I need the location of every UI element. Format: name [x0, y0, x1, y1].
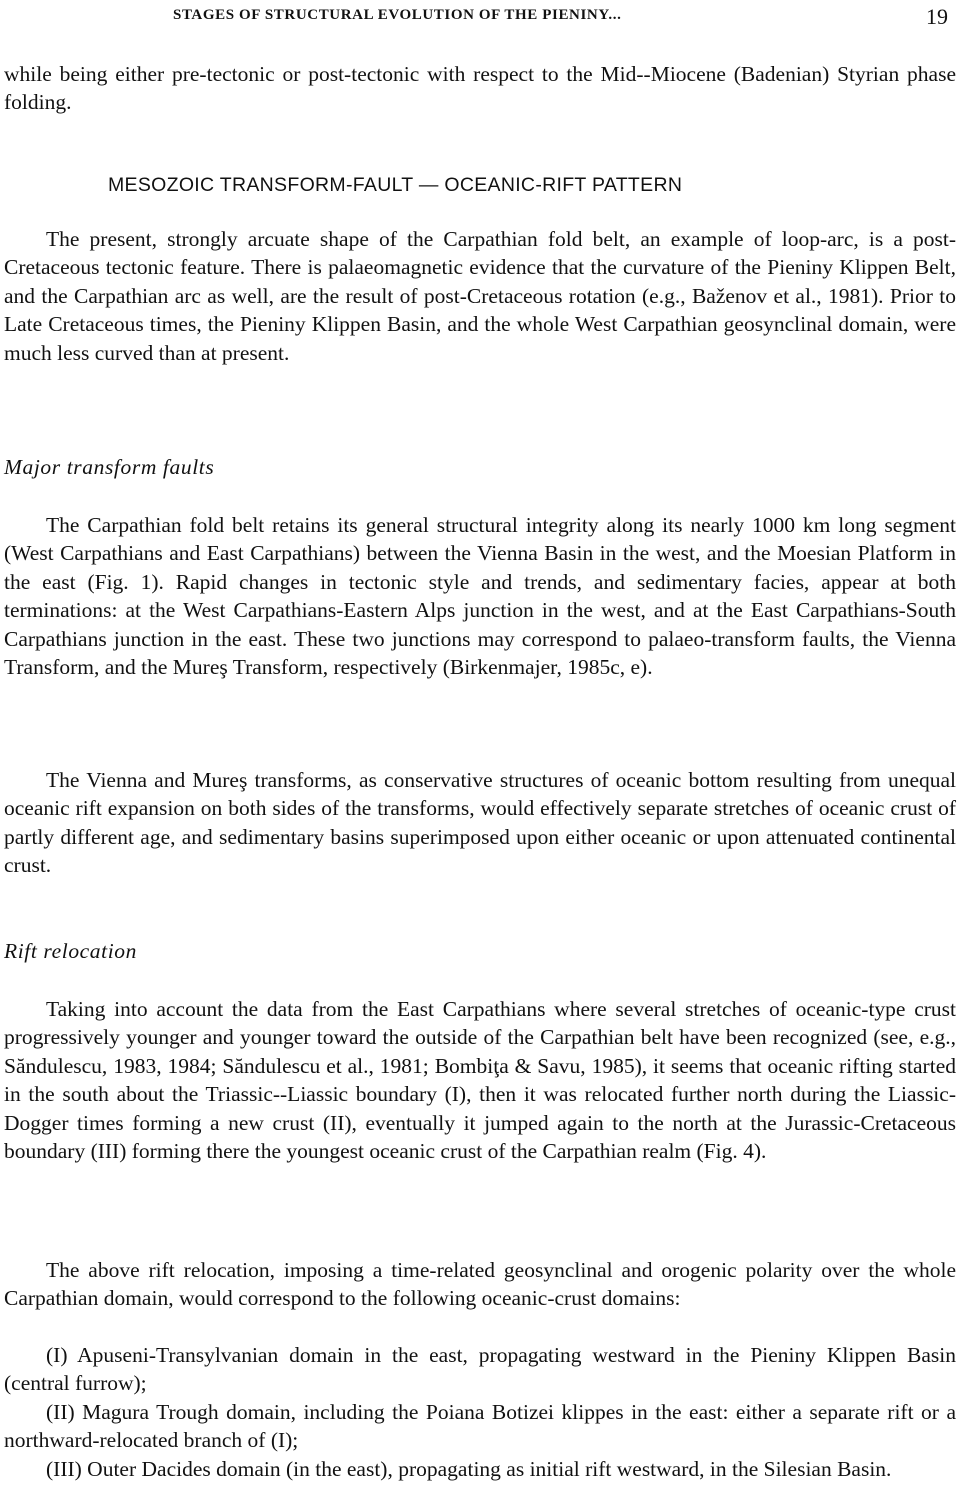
section-paragraph: The present, strongly arcuate shape of the Carpathian fold belt, an example of loop-arc, is a post-Cretaceous tectonic feature. There is palaeomagnetic evidence that the curvature of the Pieniny Klippen Belt, and the Carpathian arc as well, are the result of post-Cretaceous rotation (e.g., Baženov et al., 1981). Prior to Late Cretaceous times, the Pieniny Klippen Basin, and the whole West Carpathian geosynclinal domain, were much less curved than at present. [4, 227, 956, 365]
list-item-domain-2: (II) Magura Trough domain, including the Poiana Botizei klippes in the east: either a separate rift or a northward-relocated branch of (I); [4, 1400, 956, 1453]
intro-paragraph: while being either pre-tectonic or post-tectonic with respect to the Mid--Miocene (Badenian) Styrian phase folding. [4, 62, 956, 115]
paragraph-transform-2: The Vienna and Mureş transforms, as conservative structures of oceanic bottom resulting from unequal oceanic rift expansion on both sides of the transforms, would effectively separate stretches of oceanic crust of partly different age, and sedimentary basins superimposed upon either oceanic or upon attenuated continental crust. [4, 768, 956, 878]
paragraph-transform-1: The Carpathian fold belt retains its general structural integrity along its nearly 1000 km long segment (West Carpathians and East Carpathians) between the Vienna Basin in the west, and the Moesian Platform in the east (Fig. 1). Rapid changes in tectonic style and trends, and sedimentary facies, appear at both terminations: at the West Carpathians-Eastern Alps junction in the west, and at the East Carpathians-South Carpathians junction in the east. These two junctions may correspond to palaeo-transform faults, the Vienna Transform, and the Mureş Transform, respectively (Birkenmajer, 1985c, e). [4, 513, 956, 680]
section-heading: MESOZOIC TRANSFORM-FAULT — OCEANIC-RIFT PATTERN [108, 174, 683, 196]
list-item-domain-1: (I) Apuseni-Transylvanian domain in the east, propagating westward in the Pieniny Klippen Basin (central furrow); [4, 1343, 956, 1396]
running-title: STAGES OF STRUCTURAL EVOLUTION OF THE PIENINY... [173, 7, 622, 23]
list-item-domain-3: (III) Outer Dacides domain (in the east), propagating as initial rift westward, in the Silesian Basin. [46, 1457, 892, 1481]
subheading-major-transform-faults: Major transform faults [4, 455, 215, 479]
paragraph-rift-2: The above rift relocation, imposing a time-related geosynclinal and orogenic polarity over the whole Carpathian domain, would correspond to the following oceanic-crust domains: [4, 1258, 956, 1311]
paragraph-rift-1: Taking into account the data from the East Carpathians where several stretches of oceanic-type crust progressively younger and younger toward the outside of the Carpathian belt have been recognized (see, e.g., Săndulescu, 1983, 1984; Săndulescu et al., 1981; Bombiţa & Savu, 1985), it seems that oceanic rifting started in the south about the Triassic--Liassic boundary (I), then it was relocated further north during the Liassic-Dogger times forming a new crust (II), eventually it jumped again to the north at the Jurassic-Cretaceous boundary (III) forming there the youngest oceanic crust of the Carpathian realm (Fig. 4). [4, 997, 956, 1164]
running-head [173, 4, 948, 28]
subheading-rift-relocation: Rift relocation [4, 939, 138, 963]
page-number: 19 [926, 4, 948, 29]
